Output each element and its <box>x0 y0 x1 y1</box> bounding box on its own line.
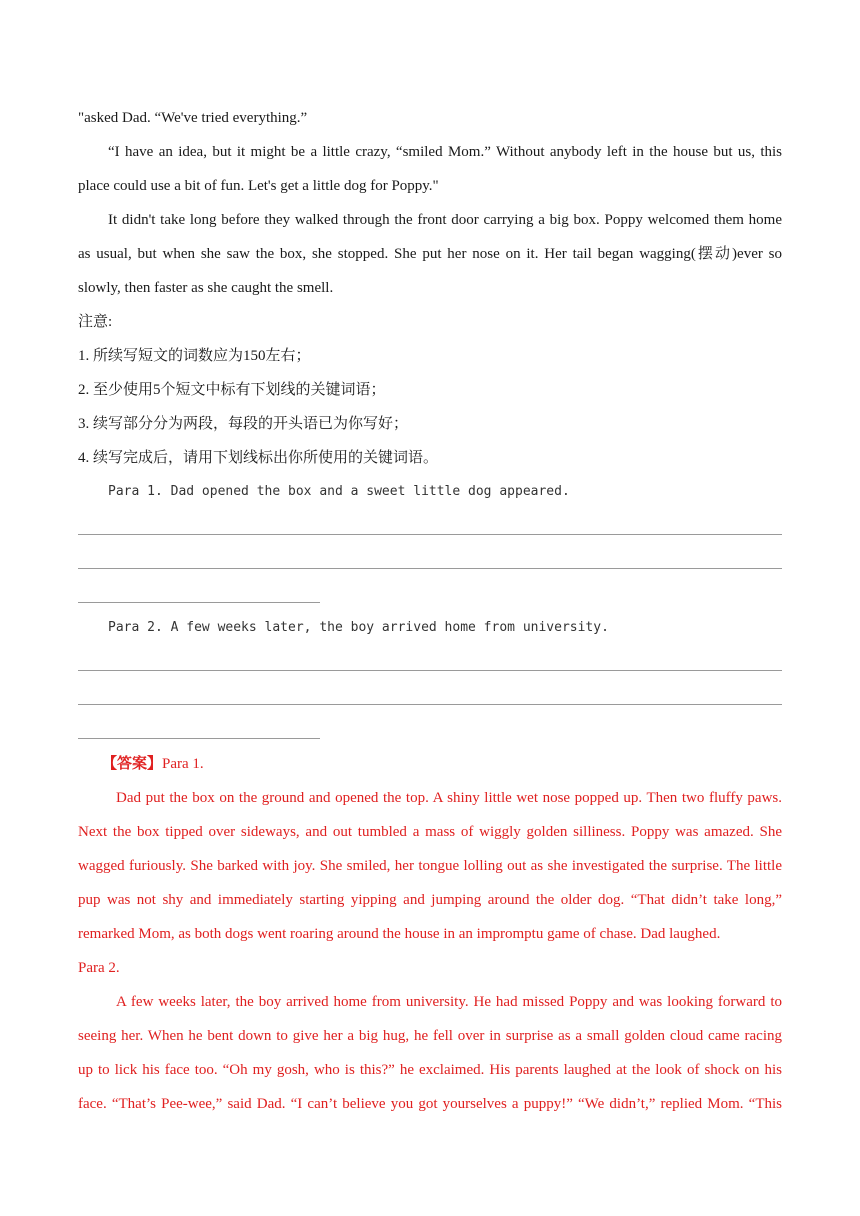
para2-prompt: Para 2. A few weeks later, the boy arrived home from university. <box>108 620 609 635</box>
document-content <box>78 101 782 1121</box>
notes-heading: 注意: <box>78 314 113 330</box>
answer-line: remarked Mom, as both dogs went roaring around the house in an impromptu game of chase. Dad laughed. <box>78 926 721 942</box>
answer-para1-label: Para 1. <box>162 756 204 772</box>
answer-blank-line <box>78 645 782 679</box>
answer-line: Next the box tipped over sideways, and out tumbled a mass of wiggly golden silliness. Poppy was amazed. She <box>78 824 782 840</box>
answer-line: A few weeks later, the boy arrived home from university. He had missed Poppy and was looking forward to <box>116 994 782 1010</box>
answer-blank-line <box>78 543 782 577</box>
answer-blank-line <box>78 577 782 611</box>
answer-tag: 【答案】 <box>102 756 163 772</box>
story-line: "asked Dad. “We've tried everything.” <box>78 110 308 126</box>
answer-line: face. “That’s Pee-wee,” said Dad. “I can’t believe you got yourselves a puppy!” “We didn’t,” replied Mom. “This <box>78 1096 782 1112</box>
note-item: 2. 至少使用5个短文中标有下划线的关键词语； <box>78 382 386 398</box>
story-line: “I have an idea, but it might be a little crazy, “smiled Mom.” Without anybody left in the house but us, this <box>108 144 782 160</box>
answer-blank-line <box>78 679 782 713</box>
answer-blank-line <box>78 509 782 543</box>
answer-para2-label: Para 2. <box>78 960 120 976</box>
answer-line: up to lick his face too. “Oh my gosh, who is this?” he exclaimed. His parents laughed at the look of shock on his <box>78 1062 782 1078</box>
story-line: place could use a bit of fun. Let's get a little dog for Poppy." <box>78 178 439 194</box>
answer-line: wagged furiously. She barked with joy. She smiled, her tongue lolling out as she investigated the surprise. The little <box>78 858 782 874</box>
para1-prompt: Para 1. Dad opened the box and a sweet little dog appeared. <box>108 484 570 499</box>
story-line: as usual, but when she saw the box, she stopped. She put her nose on it. Her tail began wagging(摆动)ever so <box>78 246 782 262</box>
note-item: 3. 续写部分分为两段，每段的开头语已为你写好； <box>78 416 409 432</box>
answer-line: pup was not shy and immediately starting yipping and jumping around the older dog. “That didn’t take long,” <box>78 892 782 908</box>
answer-blank-line <box>78 713 782 747</box>
answer-line: seeing her. When he bent down to give her a big hug, he fell over in surprise as a small golden cloud came racing <box>78 1028 782 1044</box>
story-line: slowly, then faster as she caught the smell. <box>78 280 334 296</box>
note-item: 1. 所续写短文的词数应为150左右； <box>78 348 311 364</box>
note-item: 4. 续写完成后，请用下划线标出你所使用的关键词语。 <box>78 450 439 466</box>
story-line: It didn't take long before they walked through the front door carrying a big box. Poppy welcomed them home <box>108 212 782 228</box>
answer-header <box>78 747 782 781</box>
answer-line: Dad put the box on the ground and opened the top. A shiny little wet nose popped up. Then two fluffy paws. <box>116 790 782 806</box>
